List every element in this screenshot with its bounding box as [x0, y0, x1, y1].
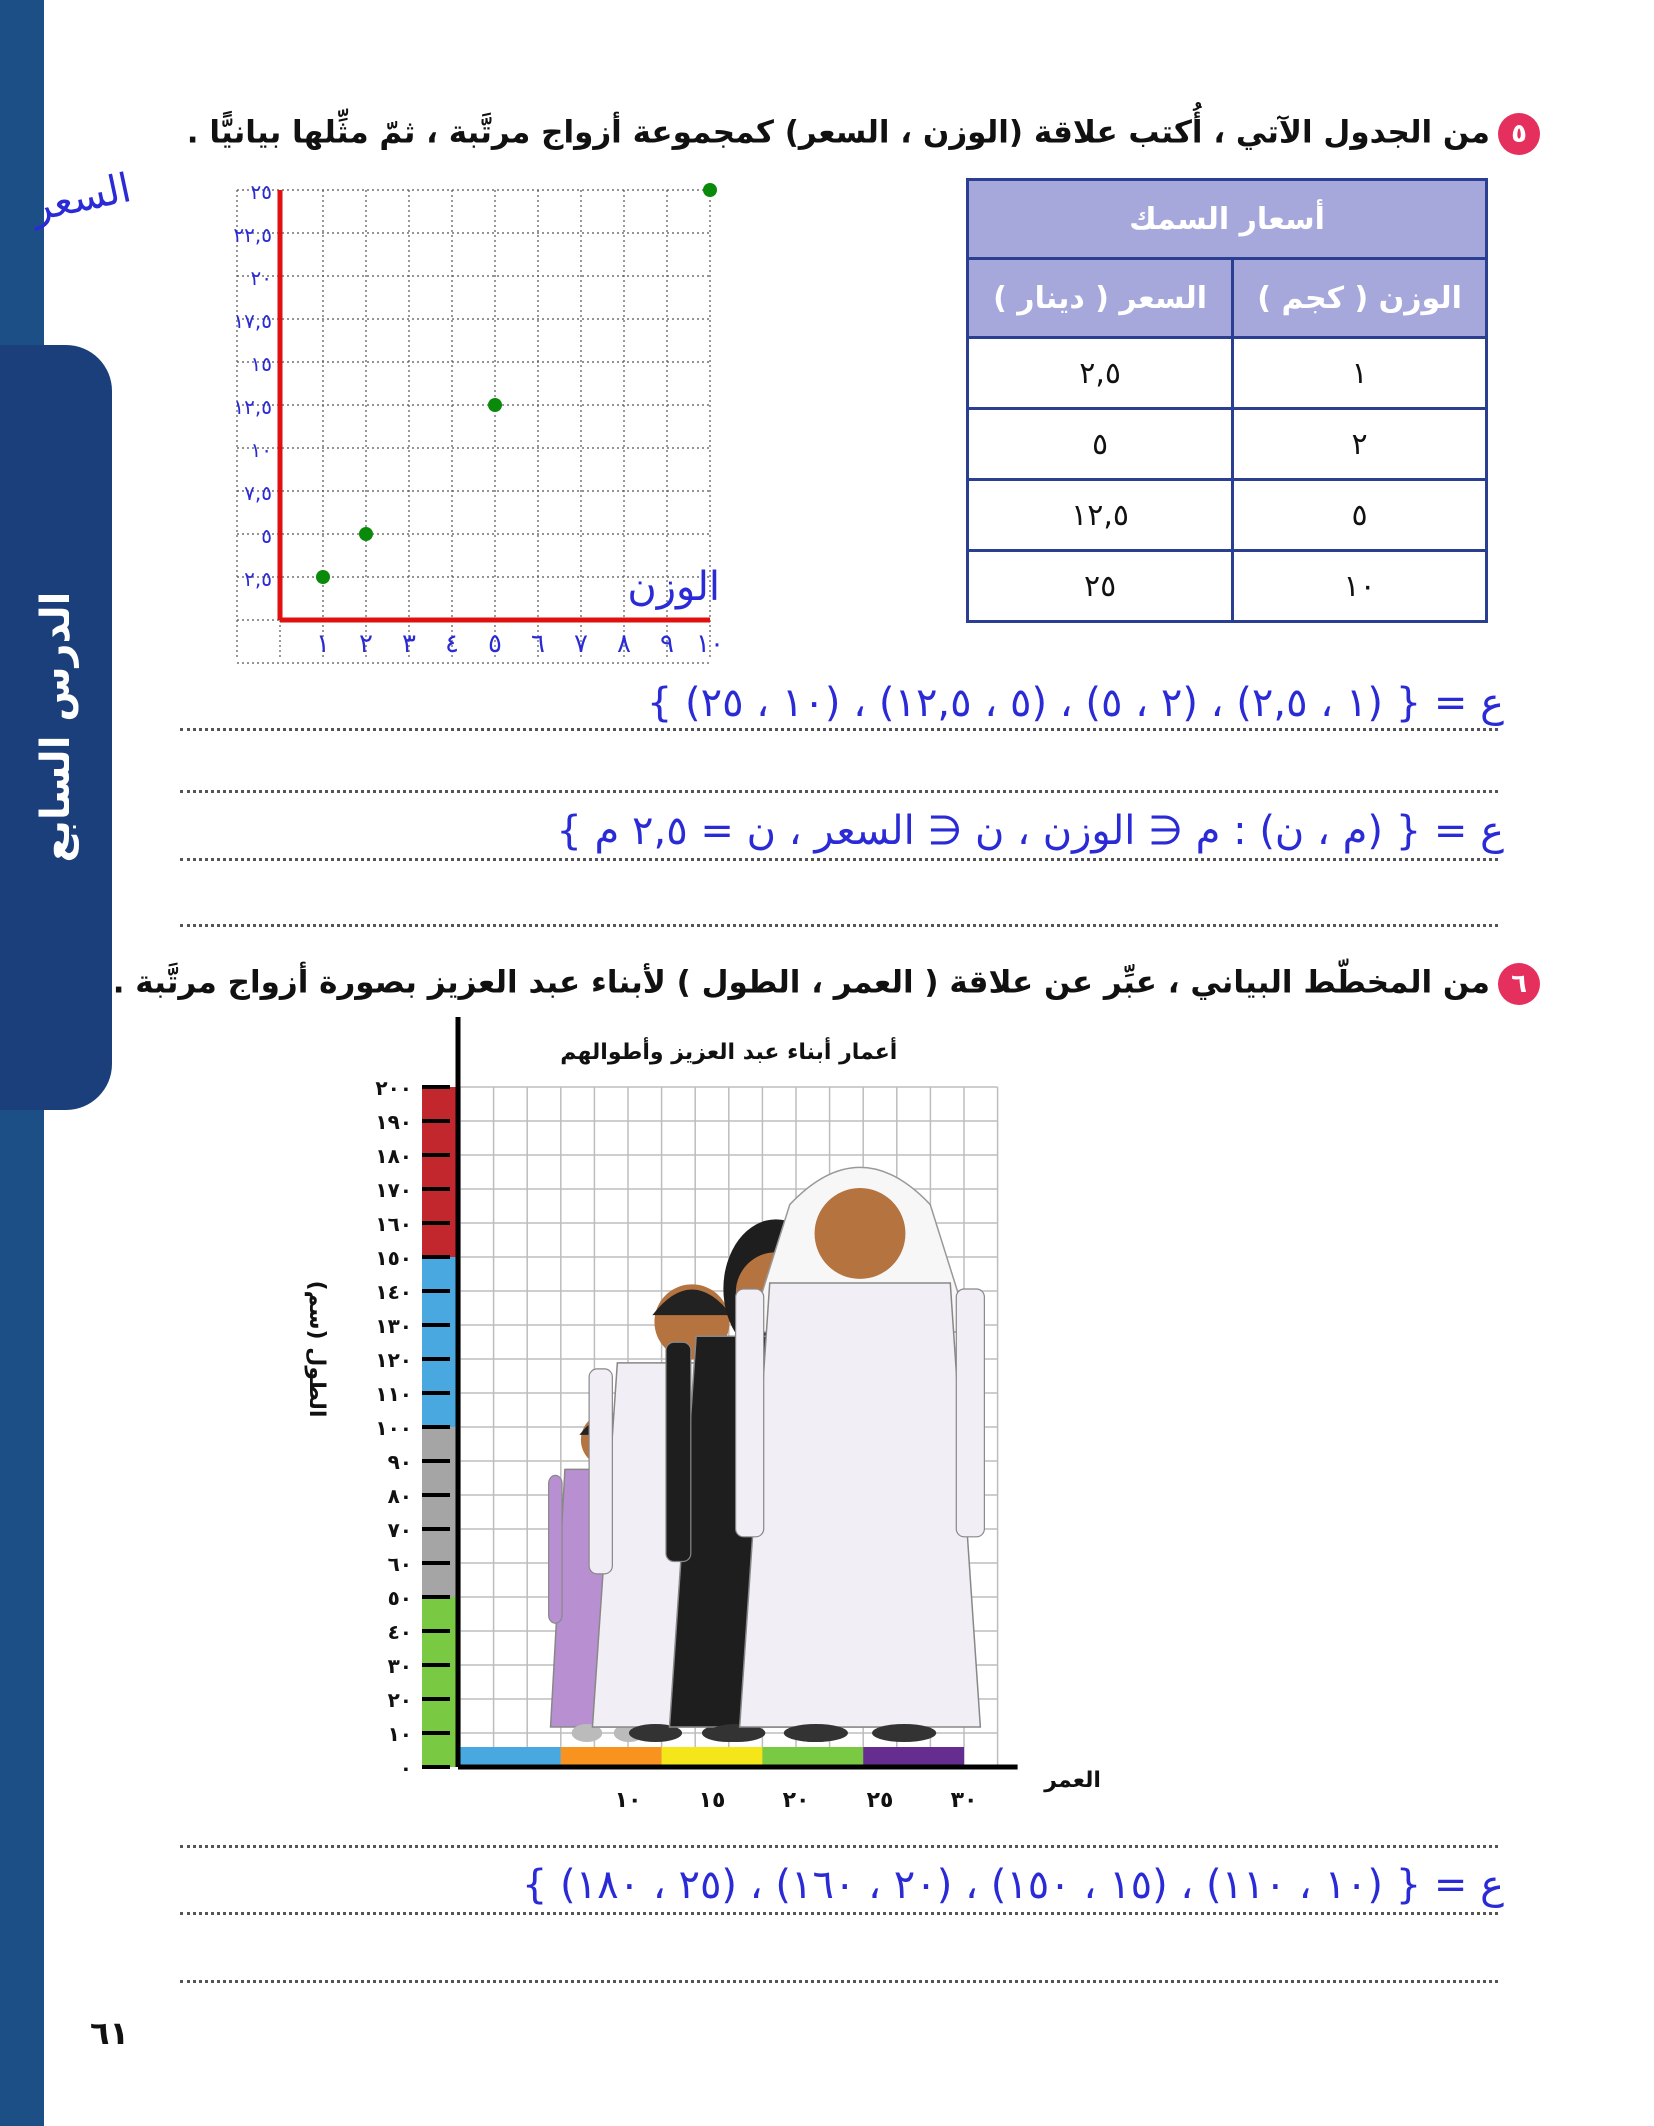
y-tick-label: ٧,٥ [244, 481, 272, 505]
x-tick-label: ١ [316, 629, 330, 659]
data-point [316, 570, 330, 584]
answer-line [180, 858, 1498, 861]
price-cell: ٥ [968, 409, 1233, 480]
weight-cell: ٢ [1233, 409, 1487, 480]
x-tick-label: ٩ [660, 629, 674, 659]
x-tick-label: ٢٠ [782, 1788, 810, 1813]
price-cell: ١٢,٥ [968, 480, 1233, 551]
y-tick-label: ٧٠ [387, 1518, 412, 1542]
age-band [762, 1747, 863, 1765]
person-arm [549, 1475, 562, 1623]
y-tick-label: ١٤٠ [375, 1280, 412, 1304]
x-tick-label: ٢ [359, 629, 373, 659]
height-scale-band [422, 1257, 458, 1427]
table-title: أسعار السمك [968, 180, 1487, 259]
y-tick-label: ٩٠ [387, 1450, 412, 1474]
age-band [662, 1747, 763, 1765]
person-arm [589, 1369, 612, 1574]
y-tick-label: ٢٠ [250, 266, 272, 290]
weight-price-graph [27, 140, 820, 680]
y-tick-label: ١٠ [250, 438, 272, 462]
data-point [703, 183, 717, 197]
x-axis-label: الوزن [627, 564, 720, 610]
answer-line [180, 924, 1498, 927]
y-tick-label: ١٢,٥ [233, 395, 272, 419]
question-6-title [113, 963, 1540, 1005]
y-tick-label: ١٢٠ [375, 1348, 412, 1372]
price-cell: ٢,٥ [968, 338, 1233, 409]
y-tick-label: ١٨٠ [375, 1144, 412, 1168]
y-tick-label: ١٥٠ [375, 1246, 412, 1270]
y-tick-label: ٢,٥ [244, 567, 272, 591]
page-number: ٦١ [90, 2014, 130, 2052]
y-tick-label: ١٩٠ [375, 1110, 412, 1134]
y-tick-label: ٢٥ [250, 180, 272, 204]
y-tick-label: ١٦٠ [375, 1212, 412, 1236]
y-tick-label: ٢٢,٥ [233, 223, 272, 247]
table-row [968, 480, 1487, 551]
y-tick-label: ٤٠ [387, 1620, 412, 1644]
person-foot [784, 1724, 848, 1742]
x-tick-label: ٦ [531, 629, 545, 659]
question-6-prompt: من المخطّط البياني ، عبِّر عن علاقة ( العمر ، الطول ) لأبناء عبد العزيز بصورة أزواج مرتَّبة . [112, 964, 1490, 1001]
table-row [968, 551, 1487, 622]
lesson-label: الدرس السابع [33, 591, 79, 863]
y-tick-label: ٥ [261, 524, 272, 548]
person-body-father [740, 1283, 981, 1727]
table-row [968, 409, 1487, 480]
table-header-weight: الوزن ( كجم ) [1233, 259, 1487, 338]
x-tick-label: ٥ [488, 629, 502, 659]
y-axis-label: السعر [27, 165, 136, 231]
data-point [359, 527, 373, 541]
x-tick-label: ١٠ [696, 629, 724, 659]
age-band [460, 1747, 561, 1765]
height-scale-band [422, 1427, 458, 1597]
table-header-price: السعر ( دينار ) [968, 259, 1233, 338]
y-tick-label: ٢٠٠ [375, 1076, 412, 1100]
x-tick-label: ١٠ [614, 1788, 642, 1813]
y-tick-label: ١٧,٥ [233, 309, 272, 333]
y-tick-label: ٦٠ [387, 1552, 412, 1576]
weight-cell: ١ [1233, 338, 1487, 409]
y-tick-label: ١٠٠ [375, 1416, 412, 1440]
x-axis-label: العمر [1044, 1768, 1101, 1793]
y-tick-label: ٣٠ [387, 1654, 412, 1678]
person-arm [736, 1289, 764, 1537]
age-band [561, 1747, 662, 1765]
person-foot [872, 1724, 936, 1742]
weight-cell: ١٠ [1233, 551, 1487, 622]
answer-line [180, 1912, 1498, 1915]
fish-price-table [966, 178, 1488, 623]
answer-line [180, 1980, 1498, 1983]
person-arm [956, 1289, 984, 1537]
age-height-chart [260, 1015, 1460, 1835]
y-tick-label: ١٧٠ [375, 1178, 412, 1202]
answer-line [180, 1845, 1498, 1848]
height-scale-band [422, 1597, 458, 1767]
weight-cell: ٥ [1233, 480, 1487, 551]
y-tick-label: ٥٠ [387, 1586, 412, 1610]
question-5-prompt: من الجدول الآتي ، أُكتب علاقة (الوزن ، السعر) كمجموعة أزواج مرتَّبة ، ثمّ مثِّلها بيانيًّا . [186, 114, 1490, 151]
answer-line [180, 728, 1498, 731]
y-tick-label: ٢٠ [387, 1688, 412, 1712]
data-point [488, 398, 502, 412]
y-tick-label: ٠ [399, 1756, 412, 1780]
x-tick-label: ٧ [574, 629, 588, 659]
answer-line [180, 790, 1498, 793]
table-row [968, 338, 1487, 409]
x-tick-label: ٤ [445, 629, 459, 659]
person-hair [652, 1289, 731, 1315]
y-tick-label: ١٥ [250, 352, 272, 376]
y-tick-label: ١١٠ [375, 1382, 412, 1406]
y-tick-label: ٨٠ [387, 1484, 412, 1508]
x-tick-label: ٣ [402, 629, 416, 659]
y-tick-label: ١٣٠ [375, 1314, 412, 1338]
y-tick-label: ١٠ [387, 1722, 412, 1746]
person-arm [666, 1342, 691, 1561]
person-face [815, 1188, 906, 1279]
question-5-badge: ٥ [1498, 113, 1540, 155]
x-tick-label: ٢٥ [866, 1788, 894, 1813]
chart-title: أعمار أبناء عبد العزيز وأطوالهم [560, 1040, 898, 1065]
question-6-badge: ٦ [1498, 963, 1540, 1005]
q5-answer-rule: ع = { (م ، ن) : م ∈ الوزن ، ن ∈ السعر ، ن = ٢,٥ م } [556, 808, 1504, 854]
height-scale-band [422, 1087, 458, 1257]
y-axis-label: الطول (سم) [304, 1280, 329, 1418]
q5-answer-pairs: ع = { (١ ، ٢,٥) ، (٢ ، ٥) ، (٥ ، ١٢,٥) ، (١٠ ، ٢٥) } [646, 680, 1504, 726]
q6-answer-pairs: ع = { (١٠ ، ١١٠) ، (١٥ ، ١٥٠) ، (٢٠ ، ١٦٠) ، (٢٥ ، ١٨٠) } [521, 1862, 1504, 1908]
x-tick-label: ١٥ [698, 1788, 726, 1813]
x-tick-label: ٣٠ [950, 1788, 978, 1813]
price-cell: ٢٥ [968, 551, 1233, 622]
x-tick-label: ٨ [617, 629, 631, 659]
age-band [863, 1747, 964, 1765]
